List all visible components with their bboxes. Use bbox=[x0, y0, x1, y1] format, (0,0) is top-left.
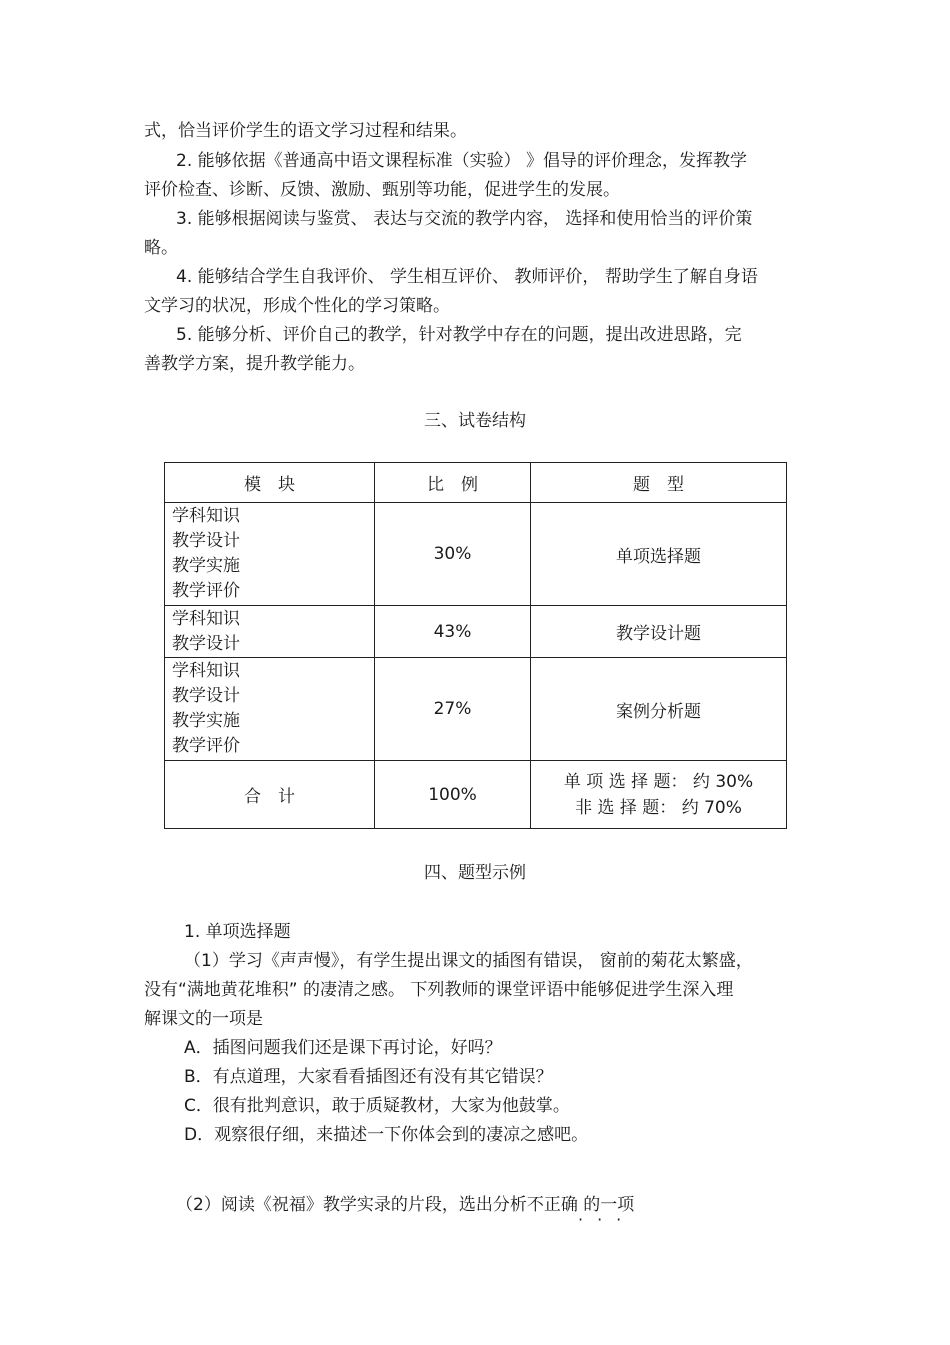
criterion-4-line-1: 4. 能够结合学生自我评价、 学生相互评价、 教师评价， 帮助学生了解自身语 bbox=[176, 267, 758, 287]
ratio-cell: 27% bbox=[375, 658, 531, 761]
criterion-5-line-2: 善教学方案，提升教学能力。 bbox=[144, 354, 365, 374]
ratio-cell: 30% bbox=[375, 503, 531, 606]
module-cell bbox=[165, 606, 375, 658]
module-name: 教学实施 bbox=[172, 556, 240, 576]
criterion-4-line-2: 文学习的状况，形成个性化的学习策略。 bbox=[144, 296, 450, 316]
question-1-line-2: 没有“满地黄花堆积” 的凄清之感。 下列教师的课堂评语中能够促进学生深入理 bbox=[144, 980, 734, 1000]
emphasis-dots: ··· bbox=[578, 1210, 636, 1229]
question-type-cell: 教学设计题 bbox=[531, 606, 787, 658]
option-c: C．很有批判意识，敢于质疑教材，大家为他鼓掌。 bbox=[184, 1096, 570, 1116]
option-d: D．观察很仔细，来描述一下你体会到的凄凉之感吧。 bbox=[184, 1125, 589, 1145]
ratio-cell: 43% bbox=[375, 606, 531, 658]
total-breakdown-choice: 单 项 选 择 题： 约 30% bbox=[563, 771, 754, 792]
criterion-3-line-2: 略。 bbox=[144, 238, 178, 258]
question-type-title: 1. 单项选择题 bbox=[184, 922, 291, 942]
table-total-row bbox=[165, 761, 787, 829]
module-cell bbox=[165, 503, 375, 606]
module-name: 教学设计 bbox=[172, 531, 240, 551]
criterion-2-line-1: 2. 能够依据《普通高中语文课程标准（实验） 》倡导的评价理念，发挥教学 bbox=[176, 151, 748, 171]
table-header-row bbox=[165, 463, 787, 503]
criterion-2-line-2: 评价检查、诊断、反馈、激励、甄别等功能，促进学生的发展。 bbox=[144, 180, 620, 200]
question-type-cell: 单项选择题 bbox=[531, 503, 787, 606]
module-cell bbox=[165, 658, 375, 761]
total-breakdown-non-choice: 非 选 择 题： 约 70% bbox=[575, 797, 742, 818]
question-1-line-3: 解课文的一项是 bbox=[144, 1009, 263, 1029]
module-name: 学科知识 bbox=[172, 608, 240, 629]
module-name: 教学设计 bbox=[172, 633, 240, 654]
exam-structure-table bbox=[164, 462, 787, 829]
total-breakdown bbox=[531, 761, 787, 829]
module-name: 教学设计 bbox=[172, 686, 240, 706]
section-heading-structure: 三、试卷结构 bbox=[424, 411, 526, 431]
table-row bbox=[165, 658, 787, 761]
module-name: 教学评价 bbox=[172, 581, 240, 601]
table-row bbox=[165, 606, 787, 658]
question-2-line: （2）阅读《祝福》教学实录的片段，选出分析不正确 的一项 bbox=[176, 1195, 635, 1215]
total-label: 合 计 bbox=[165, 761, 375, 829]
option-a: A．插图问题我们还是课下再讨论，好吗？ bbox=[184, 1038, 502, 1058]
question-1-line-1: （1）学习《声声慢》，有学生提出课文的插图有错误， 窗前的菊花太繁盛， bbox=[184, 951, 753, 971]
module-name: 教学实施 bbox=[172, 711, 240, 731]
question-type-cell: 案例分析题 bbox=[531, 658, 787, 761]
table-row bbox=[165, 503, 787, 606]
module-name: 学科知识 bbox=[172, 661, 240, 681]
option-b: B．有点道理，大家看看插图还有没有其它错误？ bbox=[184, 1067, 553, 1087]
section-heading-examples: 四、题型示例 bbox=[424, 863, 526, 883]
total-ratio: 100% bbox=[375, 761, 531, 829]
header-module: 模 块 bbox=[165, 463, 375, 503]
criterion-5-line-1: 5. 能够分析、评价自己的教学，针对教学中存在的问题，提出改进思路，完 bbox=[176, 325, 742, 345]
criterion-3-line-1: 3. 能够根据阅读与鉴赏、 表达与交流的教学内容， 选择和使用恰当的评价策 bbox=[176, 209, 753, 229]
header-type: 题 型 bbox=[531, 463, 787, 503]
module-name: 教学评价 bbox=[172, 736, 240, 756]
intro-line-1: 式，恰当评价学生的语文学习过程和结果。 bbox=[144, 121, 467, 141]
header-ratio: 比 例 bbox=[375, 463, 531, 503]
module-name: 学科知识 bbox=[172, 506, 240, 526]
